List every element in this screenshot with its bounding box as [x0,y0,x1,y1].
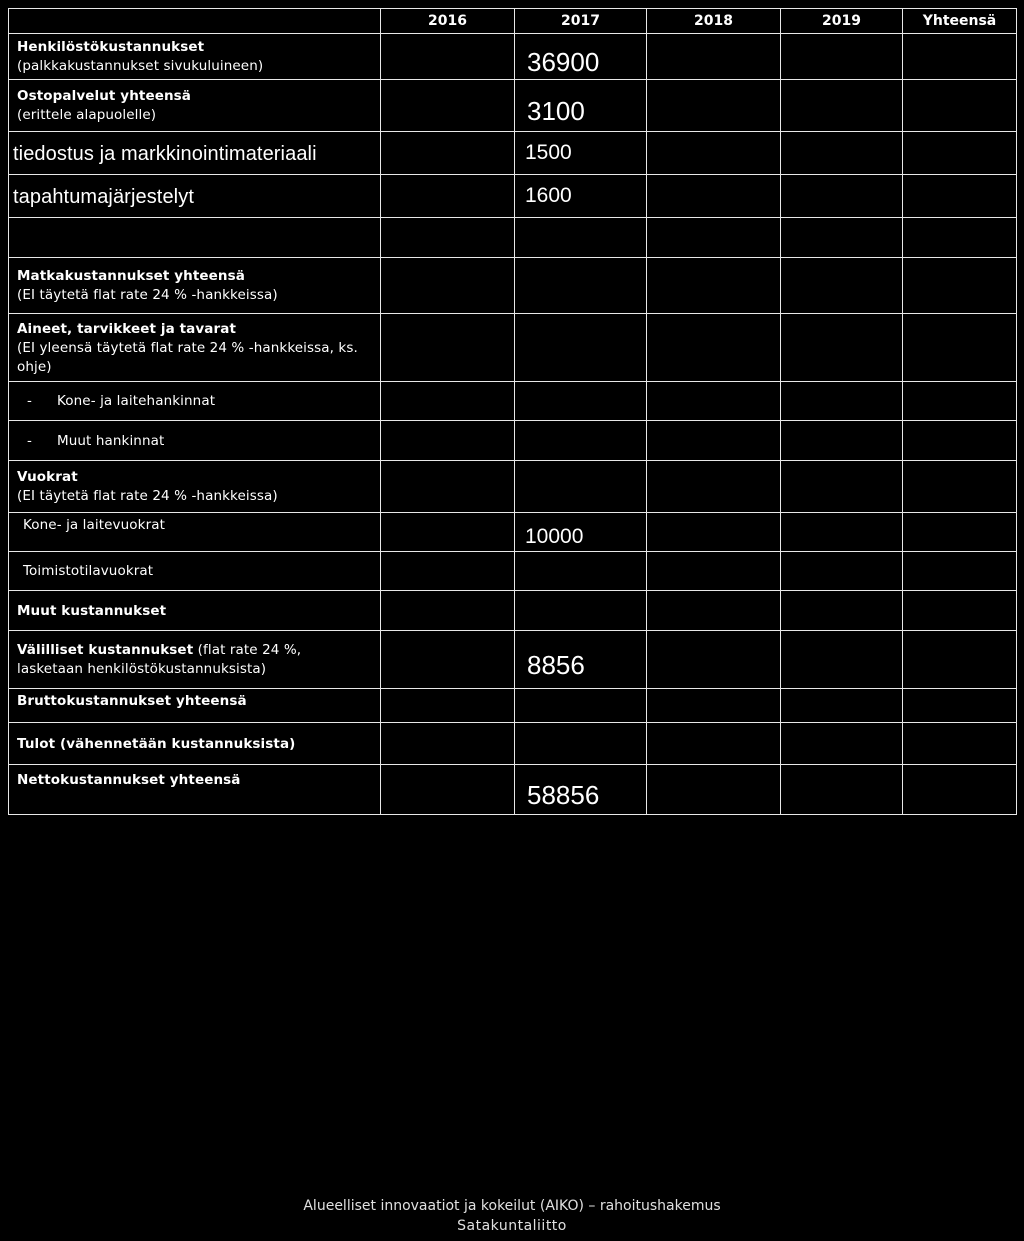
header-2016: 2016 [381,9,515,34]
row-tulot [9,723,1017,765]
cell-total [903,765,1017,815]
label-brutto [9,689,381,723]
cell-2016 [381,765,515,815]
cell-2019 [781,132,903,175]
cell-2016 [381,591,515,631]
value-henkilosto-2017: 36900 [515,34,647,80]
label-kone-hankinnat [9,382,381,421]
label-matka [9,258,381,314]
row-muut-hankinnat [9,421,1017,461]
ostopalvelut-note: (erittele alapuolelle) [17,107,157,123]
cell-2018 [647,175,781,218]
cell-2017 [515,591,647,631]
cell-total [903,132,1017,175]
vuokrat-note: (EI täytetä flat rate 24 % -hankkeissa) [17,488,278,504]
cell-2018 [647,80,781,132]
row-tiedostus [9,132,1017,175]
cell-2016 [381,421,515,461]
row-empty [9,218,1017,258]
cell-2019 [781,631,903,689]
cell-2016 [381,175,515,218]
cell-2019 [781,765,903,815]
cell-total [903,80,1017,132]
aineet-title: Aineet, tarvikkeet ja tavarat [17,320,237,337]
row-netto [9,765,1017,815]
cell-2016 [381,218,515,258]
cell-2016 [381,258,515,314]
cell-2016 [381,132,515,175]
cell-2017 [515,689,647,723]
header-2019: 2019 [781,9,903,34]
cell-total [903,631,1017,689]
cell-2018 [647,461,781,513]
cell-2018 [647,552,781,591]
header-row [9,9,1017,34]
henkilosto-title: Henkilöstökustannukset [17,39,205,55]
cell-2017 [515,421,647,461]
cell-2018 [647,382,781,421]
cell-2019 [781,591,903,631]
value-tiedostus-2017: 1500 [515,132,647,175]
cell-total [903,461,1017,513]
cell-total [903,314,1017,382]
row-vuokrat [9,461,1017,513]
cell-total [903,591,1017,631]
row-kone-hankinnat [9,382,1017,421]
cell-2016 [381,80,515,132]
cell-total [903,513,1017,552]
header-total: Yhteensä [903,9,1017,34]
cell-total [903,34,1017,80]
label-henkilosto [9,34,381,80]
aineet-note: (EI yleensä täytetä flat rate 24 % -hankkeissa, ks. ohje) [17,339,358,375]
cell-2016 [381,314,515,382]
valilliset-note: lasketaan henkilöstökustannuksista) [17,661,267,677]
muut-kustannukset-title: Muut kustannukset [17,602,167,619]
header-empty [9,9,381,34]
cell-2016 [381,34,515,80]
header-2018: 2018 [647,9,781,34]
label-vuokrat [9,461,381,513]
cell-2019 [781,421,903,461]
cell-2019 [781,513,903,552]
cell-2019 [781,80,903,132]
label-toimisto: Toimistotilavuokrat [9,552,381,591]
row-tapahtuma [9,175,1017,218]
value-kone-vuokrat-2017: 10000 [515,513,647,552]
valilliset-bold: Välilliset kustannukset [17,642,194,658]
cell-2019 [781,382,903,421]
cell-total [903,421,1017,461]
label-aineet [9,314,381,382]
cell-2017 [515,218,647,258]
cell-2016 [381,382,515,421]
cell-total [903,175,1017,218]
netto-title: Nettokustannukset yhteensä [17,772,241,788]
cell-2016 [381,513,515,552]
cell-2019 [781,461,903,513]
cell-2019 [781,34,903,80]
label-muut-kustannukset [9,591,381,631]
cell-2018 [647,34,781,80]
row-valilliset [9,631,1017,689]
cell-2018 [647,513,781,552]
cell-2018 [647,765,781,815]
cell-2016 [381,552,515,591]
cell-total [903,382,1017,421]
valilliset-rest: (flat rate 24 %, [193,642,302,658]
header-2017: 2017 [515,9,647,34]
label-netto [9,765,381,815]
matka-note: (EI täytetä flat rate 24 % -hankkeissa) [17,287,278,303]
cell-2018 [647,218,781,258]
cell-2018 [647,314,781,382]
value-ostopalvelut-2017: 3100 [515,80,647,132]
cell-2016 [381,723,515,765]
row-ostopalvelut [9,80,1017,132]
label-tiedostus: tiedostus ja markkinointimateriaali [9,132,381,175]
label-muut-hankinnat [9,421,381,461]
matka-title: Matkakustannukset yhteensä [17,268,245,284]
cell-2019 [781,689,903,723]
footer-title: Alueelliset innovaatiot ja kokeilut (AIKO) – rahoitushakemus [303,1198,721,1214]
tulot-title: Tulot (vähennetään kustannuksista) [17,735,296,752]
row-brutto [9,689,1017,723]
cell-2018 [647,132,781,175]
label-kone-vuokrat: Kone- ja laitevuokrat [9,513,381,552]
label-ostopalvelut [9,80,381,132]
value-valilliset-2017: 8856 [515,631,647,689]
cell-2018 [647,723,781,765]
budget-table [8,8,1017,815]
row-matka [9,258,1017,314]
dash-mark: - [27,393,32,409]
cell-2018 [647,689,781,723]
cell-2016 [381,631,515,689]
row-muut-kustannukset [9,591,1017,631]
empty-label-cell [9,218,381,258]
cell-2018 [647,631,781,689]
row-henkilosto [9,34,1017,80]
ostopalvelut-title: Ostopalvelut yhteensä [17,88,192,104]
cell-2016 [381,461,515,513]
kone-hankinnat-text: Kone- ja laitehankinnat [57,393,216,409]
row-toimisto [9,552,1017,591]
henkilosto-note: (palkkakustannukset sivukuluineen) [17,58,264,74]
value-netto-2017: 58856 [515,765,647,815]
cell-2018 [647,591,781,631]
vuokrat-title: Vuokrat [17,469,78,485]
footer-organization: Satakuntaliitto [457,1218,567,1234]
cell-2019 [781,218,903,258]
label-valilliset [9,631,381,689]
cell-total [903,258,1017,314]
cell-2017 [515,552,647,591]
value-tapahtuma-2017: 1600 [515,175,647,218]
cell-2017 [515,382,647,421]
muut-hankinnat-text: Muut hankinnat [57,432,165,449]
label-tapahtuma: tapahtumajärjestelyt [9,175,381,218]
label-tulot [9,723,381,765]
brutto-title: Bruttokustannukset yhteensä [17,693,247,709]
cell-2017 [515,258,647,314]
cell-2017 [515,461,647,513]
cell-2019 [781,314,903,382]
cell-2019 [781,552,903,591]
row-aineet [9,314,1017,382]
cell-total [903,218,1017,258]
dash-mark: - [27,432,32,449]
row-kone-vuokrat [9,513,1017,552]
cell-2019 [781,723,903,765]
cell-2018 [647,258,781,314]
cell-2016 [381,689,515,723]
cell-2017 [515,314,647,382]
cell-2017 [515,723,647,765]
cell-2018 [647,421,781,461]
cell-total [903,552,1017,591]
cell-2019 [781,258,903,314]
valilliset-title [17,642,301,658]
cell-2019 [781,175,903,218]
cell-total [903,723,1017,765]
cell-total [903,689,1017,723]
